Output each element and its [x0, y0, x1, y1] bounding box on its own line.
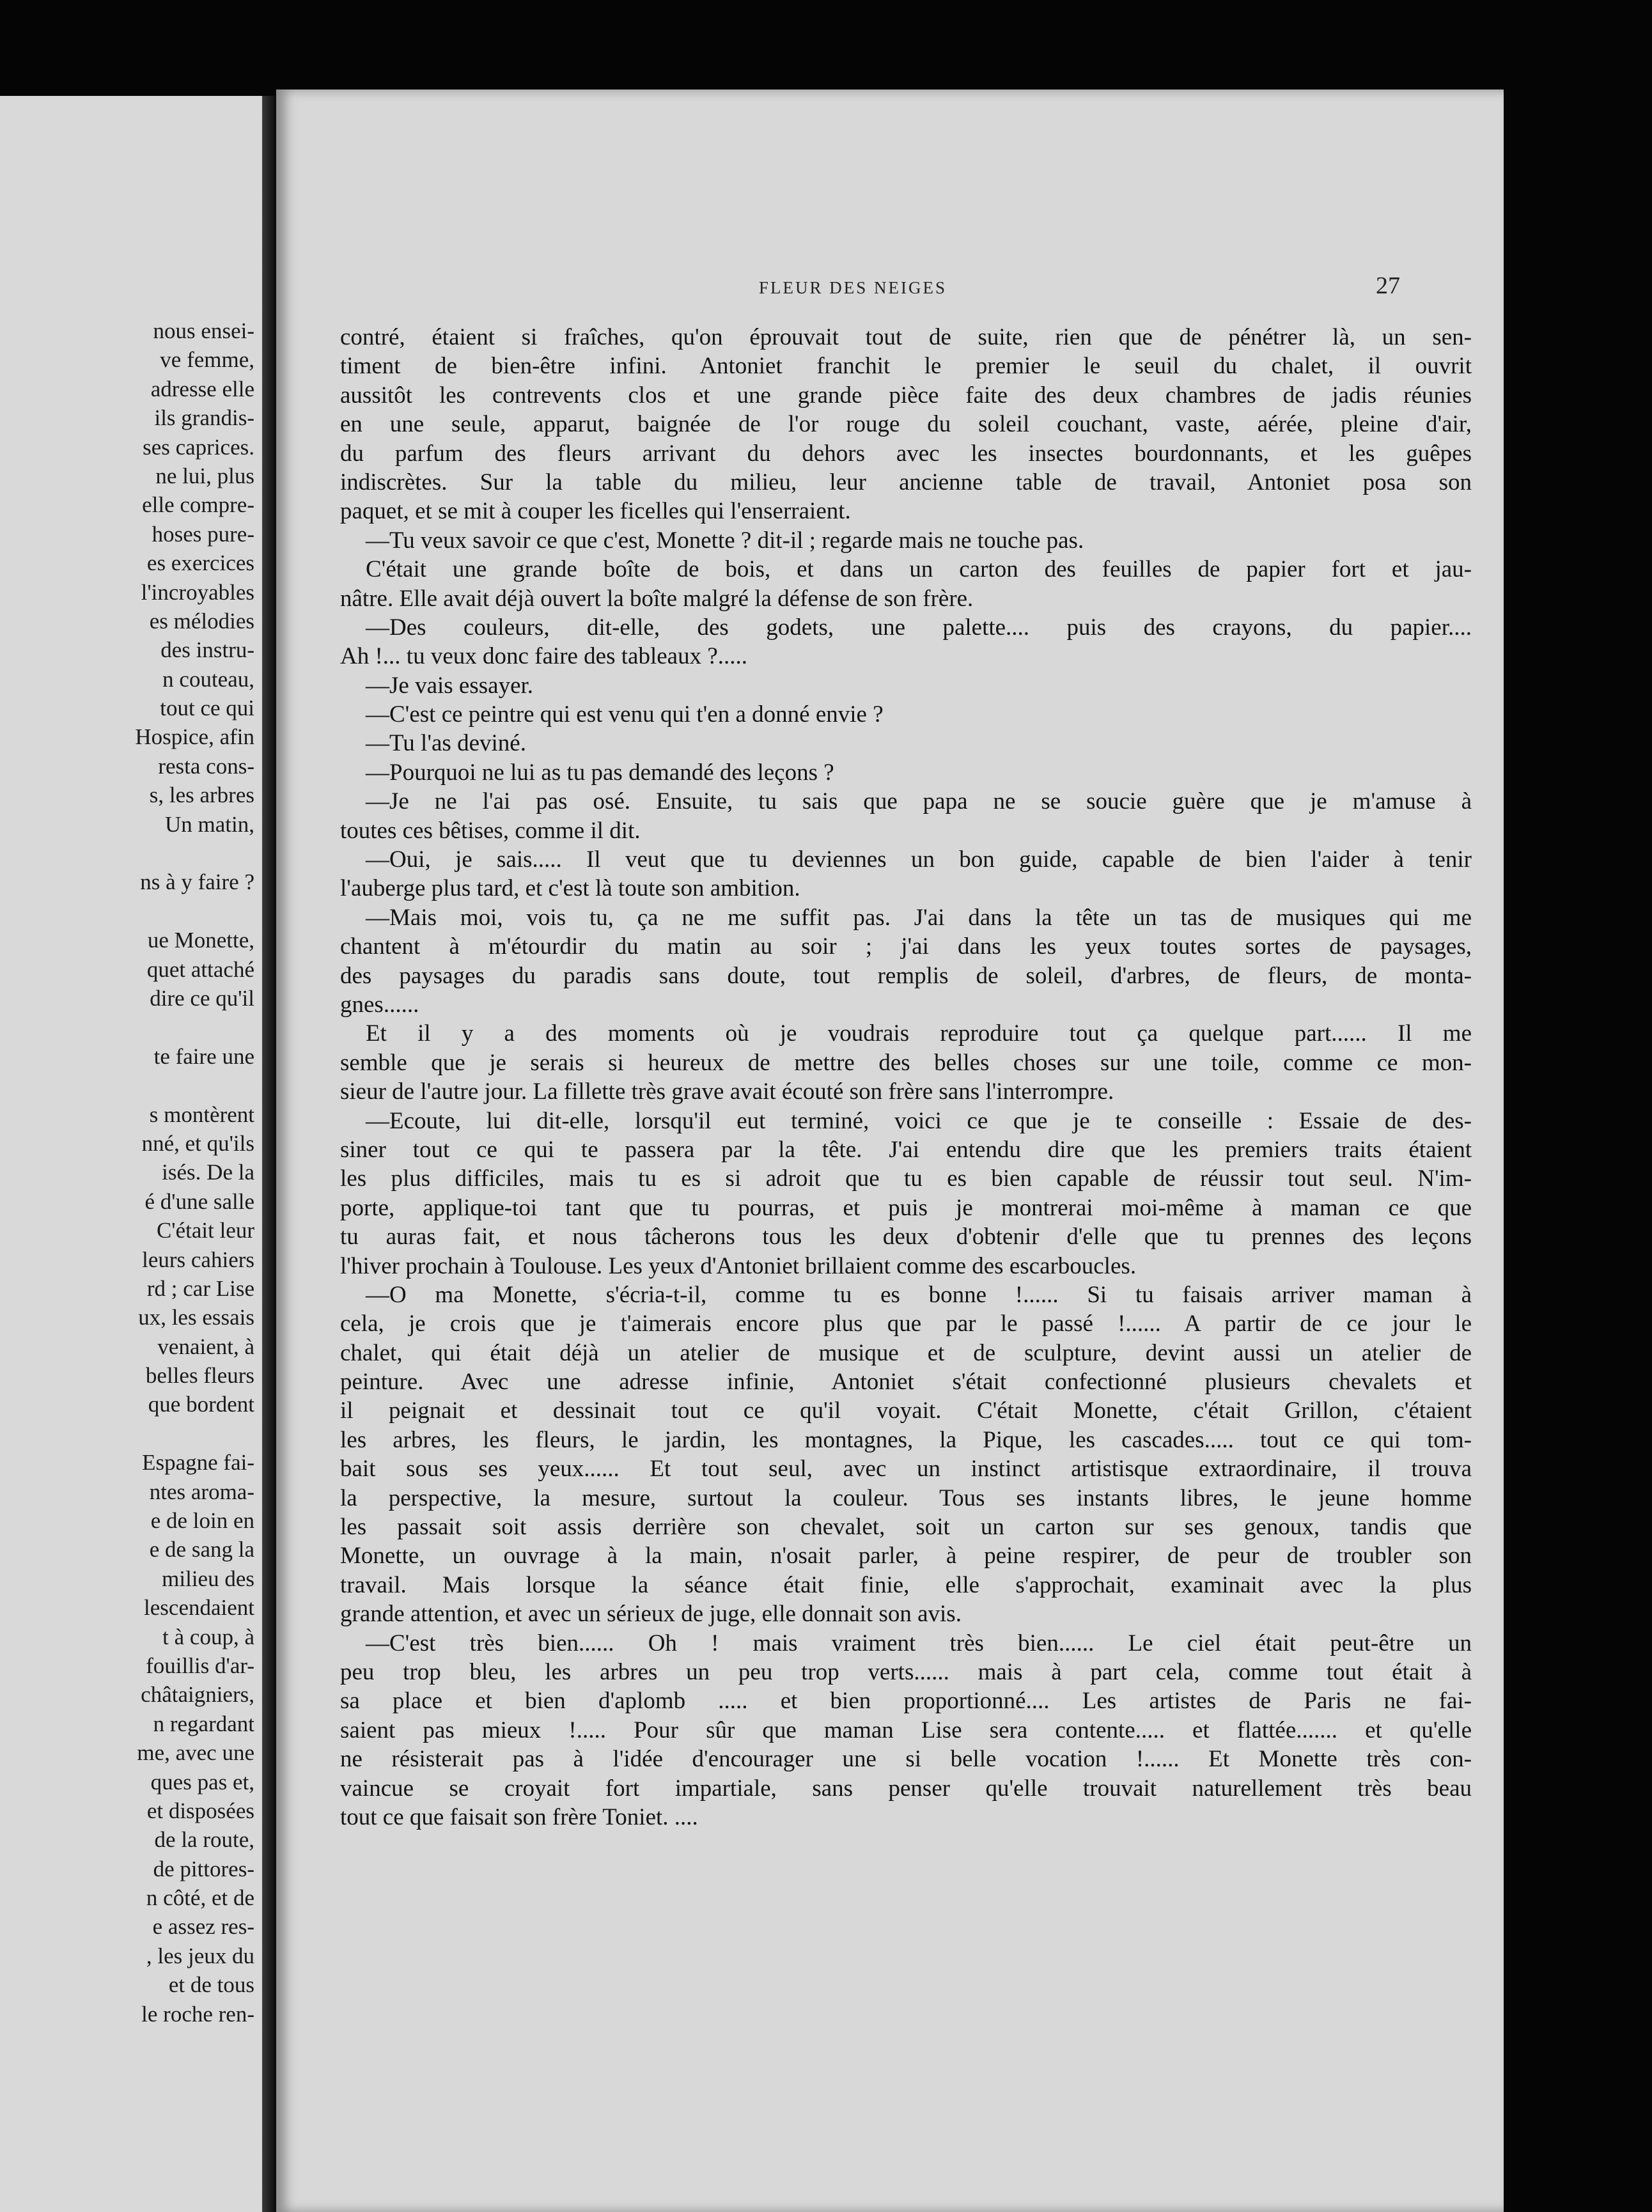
left-text-line: é d'une salle — [144, 1188, 254, 1214]
text-line: grande attention, et avec un sérieux de juge, elle donnait son avis. — [340, 1601, 962, 1628]
text-line: cela, je crois que je t'aimerais encore plus que par le passé !...... A partir de ce jour le — [340, 1311, 1472, 1337]
running-title: FLEUR DES NEIGES — [759, 278, 947, 297]
text-line: —C'est ce peintre qui est venu qui t'en a donné envie ? — [366, 701, 884, 728]
text-line: travail. Mais lorsque la séance était finie, elle s'approchait, examinait avec la plus — [340, 1571, 1472, 1598]
left-text-line: me, avec une — [137, 1740, 254, 1766]
left-text-line: de pittores- — [153, 1856, 254, 1881]
text-line: sa place et bien d'aplomb ..... et bien proportionné.... Les artistes de Paris ne fai- — [340, 1688, 1472, 1715]
text-line: —Oui, je sais..... Il veut que tu deviennes un bon guide, capable de bien l'aider à tenir — [366, 846, 1472, 873]
text-line: tout ce que faisait son frère Toniet. .... — [340, 1803, 698, 1830]
left-text-line: venaient, à — [157, 1334, 254, 1359]
right-page — [276, 90, 1504, 2212]
text-line: les passait soit assis derrière son chevalet, soit un carton sur ses genoux, tandis que — [340, 1514, 1472, 1541]
text-line: contré, étaient si fraîches, qu'on éprouvait tout de suite, rien que de pénétrer là, un sen- — [340, 324, 1472, 350]
left-text-line: lescendaient — [144, 1595, 254, 1621]
left-text-line: n côté, et de — [146, 1885, 254, 1911]
left-text-line: ils grandis- — [154, 405, 254, 431]
left-text-line: ux, les essais — [138, 1305, 254, 1330]
left-text-line: s montèrent — [149, 1102, 254, 1127]
left-text-line: dire ce qu'il — [150, 985, 254, 1011]
text-line: —Tu veux savoir ce que c'est, Monette ? dit-il ; regarde mais ne touche pas. — [366, 527, 1084, 554]
left-text-line: Un matin, — [165, 811, 254, 837]
left-text-line — [0, 897, 254, 926]
text-line: toutes ces bêtises, comme il dit. — [340, 817, 641, 844]
body-text — [340, 323, 1472, 1832]
left-text-line: e de sang la — [149, 1537, 254, 1562]
left-text-line: des instru- — [160, 637, 254, 663]
text-line: siner tout ce qui te passera par la tête. J'ai entendu dire que les premiers traits étaient — [340, 1136, 1472, 1163]
text-line: la perspective, la mesure, surtout la couleur. Tous ses instants libres, le jeune homme — [340, 1484, 1472, 1511]
text-line: les plus difficiles, mais tu es si adroit que tu es bien capable de réussir tout seul. N'im- — [340, 1165, 1472, 1192]
left-text-line: ve femme, — [160, 347, 254, 373]
text-line: il peignait et dessinait tout ce qu'il voyait. C'était Monette, c'était Grillon, c'étaient — [340, 1398, 1472, 1424]
text-line: gnes...... — [340, 991, 419, 1018]
left-text-line: hoses pure- — [152, 521, 254, 547]
text-line: l'auberge plus tard, et c'est là toute son ambition. — [340, 875, 800, 902]
text-line: porte, applique-toi tant que tu pourras, et puis je montrerai moi-même à maman ce que — [340, 1194, 1472, 1221]
text-line: —Je vais essayer. — [366, 672, 534, 699]
left-text-line: isés. De la — [162, 1160, 254, 1185]
text-line: peu trop bleu, les arbres un peu trop verts...... mais à part cela, comme tout était à — [340, 1658, 1472, 1685]
text-line: timent de bien-être infini. Antoniet franchit le premier le seuil du chalet, il ouvrit — [340, 353, 1472, 380]
left-text-line: quet attaché — [146, 956, 254, 982]
left-text-line: ne lui, plus — [155, 463, 254, 488]
left-text-line: ue Monette, — [147, 928, 254, 953]
left-text-line: n regardant — [153, 1711, 254, 1736]
left-text-line: le roche ren- — [141, 2001, 254, 2027]
text-line: —C'est très bien...... Oh ! mais vraiment très bien...... Le ciel était peut-être un — [366, 1630, 1472, 1656]
text-line: Ah !... tu veux donc faire des tableaux ?..... — [340, 643, 748, 670]
text-line: tu auras fait, et nous tâcherons tous les deux d'obtenir d'elle que tu prennes des leçons — [340, 1224, 1472, 1250]
left-text-line: fouillis d'ar- — [146, 1653, 254, 1678]
left-text-line: e de loin en — [150, 1508, 254, 1534]
left-text-line: es mélodies — [149, 608, 254, 634]
left-text-line: C'était leur — [156, 1218, 254, 1243]
text-line: vaincue se croyait fort impartiale, sans penser qu'elle trouvait naturellement très beau — [340, 1775, 1472, 1802]
text-line: chantent à m'étourdir du matin au soir ; j'ai dans les yeux toutes sortes de paysages, — [340, 933, 1472, 960]
left-text-line: que bordent — [148, 1392, 254, 1417]
left-text-line: nous ensei- — [153, 318, 254, 343]
left-text-line: belles fleurs — [145, 1363, 254, 1389]
text-line: —Je ne l'ai pas osé. Ensuite, tu sais que papa ne se soucie guère que je m'amuse à — [366, 788, 1472, 815]
page-header — [276, 272, 1400, 304]
left-text-line: adresse elle — [150, 376, 254, 401]
left-text-line: rd ; car Lise — [146, 1275, 254, 1301]
text-line: sieur de l'autre jour. La fillette très grave avait écouté son frère sans l'interrompre. — [340, 1079, 1114, 1105]
left-text-line: resta cons- — [158, 753, 254, 779]
text-line: l'hiver prochain à Toulouse. Les yeux d'Antoniet brillaient comme des escarboucles. — [340, 1252, 1137, 1279]
text-line: Monette, un ouvrage à la main, n'osait parler, à peine respirer, de peur de troubler son — [340, 1543, 1472, 1569]
left-text-line: te faire une — [153, 1043, 254, 1069]
text-line: ne résisterait pas à l'idée d'encourager une si belle vocation !...... Et Monette très con- — [340, 1746, 1472, 1773]
text-line: C'était une grande boîte de bois, et dans un carton des feuilles de papier fort et jau- — [366, 556, 1472, 583]
left-text-line: elle compre- — [142, 492, 254, 518]
left-text-line — [0, 1419, 254, 1448]
page-number: 27 — [1376, 272, 1400, 299]
left-text-line: et disposées — [146, 1798, 254, 1823]
text-line: chalet, qui était déjà un atelier de musique et de sculpture, devint aussi un atelier de — [340, 1339, 1472, 1366]
left-text-line: ns à y faire ? — [140, 869, 254, 895]
text-line: —O ma Monette, s'écria-t-il, comme tu es bonne !...... Si tu faisais arriver maman à — [366, 1281, 1472, 1308]
left-text-line — [0, 1071, 254, 1100]
left-text-line: e assez res- — [152, 1914, 254, 1940]
left-page-text — [0, 316, 254, 2029]
text-line: Et il y a des moments où je voudrais reproduire tout ça quelque part...... Il me — [366, 1020, 1472, 1047]
left-text-line: n couteau, — [162, 666, 254, 692]
text-line: nâtre. Elle avait déjà ouvert la boîte malgré la défense de son frère. — [340, 585, 974, 612]
text-line: —Des couleurs, dit-elle, des godets, une palette.... puis des crayons, du papier.... — [366, 614, 1472, 641]
text-line: paquet, et se mit à couper les ficelles qui l'enserraient. — [340, 498, 851, 525]
text-line: semble que je serais si heureux de mettre des belles choses sur une toile, comme ce mon- — [340, 1049, 1472, 1076]
book-gutter — [262, 96, 276, 2212]
left-text-line: et de tous — [168, 1972, 254, 1998]
text-line: peinture. Avec une adresse infinie, Antoniet s'était confectionné plusieurs chevalets et — [340, 1369, 1472, 1396]
text-line: saient pas mieux !..... Pour sûr que maman Lise sera contente..... et flattée....... et qu'elle — [340, 1717, 1472, 1743]
left-text-line: tout ce qui — [160, 696, 254, 721]
left-text-line: l'incroyables — [141, 579, 254, 605]
left-text-line: Hospice, afin — [135, 724, 254, 750]
left-text-line — [0, 1013, 254, 1041]
text-line: bait sous ses yeux...... Et tout seul, avec un instinct artistisque extraordinaire, il trouva — [340, 1456, 1472, 1483]
left-text-line: ses caprices. — [143, 434, 254, 460]
left-text-line: es exercices — [146, 550, 254, 576]
text-line: des paysages du paradis sans doute, tout remplis de soleil, d'arbres, de fleurs, de monta- — [340, 962, 1472, 989]
left-text-line: ques pas et, — [150, 1769, 254, 1795]
left-text-line: de la route, — [154, 1827, 254, 1853]
text-line: en une seule, apparut, baignée de l'or rouge du soleil couchant, vaste, aérée, pleine d'air, — [340, 411, 1472, 438]
left-page-fragment — [0, 96, 262, 2212]
text-line: du parfum des fleurs arrivant du dehors avec les insectes bourdonnants, et les guêpes — [340, 440, 1472, 467]
left-text-line: leurs cahiers — [142, 1247, 254, 1272]
text-line: —Mais moi, vois tu, ça ne me suffit pas. J'ai dans la tête un tas de musiques qui me — [366, 904, 1472, 931]
text-line: indiscrètes. Sur la table du milieu, leur ancienne table de travail, Antoniet posa son — [340, 469, 1472, 495]
text-line: aussitôt les contrevents clos et une grande pièce faite des deux chambres de jadis réunies — [340, 382, 1472, 409]
text-line: —Ecoute, lui dit-elle, lorsqu'il eut terminé, voici ce que je te conseille : Essaie de des- — [366, 1107, 1472, 1134]
left-text-line — [0, 839, 254, 868]
left-text-line: t à coup, à — [162, 1624, 254, 1649]
left-text-line: châtaigniers, — [141, 1682, 254, 1708]
left-text-line: ntes aroma- — [149, 1479, 254, 1504]
left-text-line: s, les arbres — [149, 783, 254, 808]
text-line: —Pourquoi ne lui as tu pas demandé des leçons ? — [366, 759, 834, 786]
text-line: —Tu l'as deviné. — [366, 730, 526, 757]
left-text-line: milieu des — [162, 1566, 254, 1591]
text-line: les arbres, les fleurs, le jardin, les montagnes, la Pique, les cascades..... tout ce qui tom- — [340, 1426, 1472, 1453]
left-text-line: nné, et qu'ils — [141, 1130, 254, 1156]
left-text-line: Espagne fai- — [142, 1450, 254, 1476]
left-text-line: , les jeux du — [146, 1943, 254, 1968]
